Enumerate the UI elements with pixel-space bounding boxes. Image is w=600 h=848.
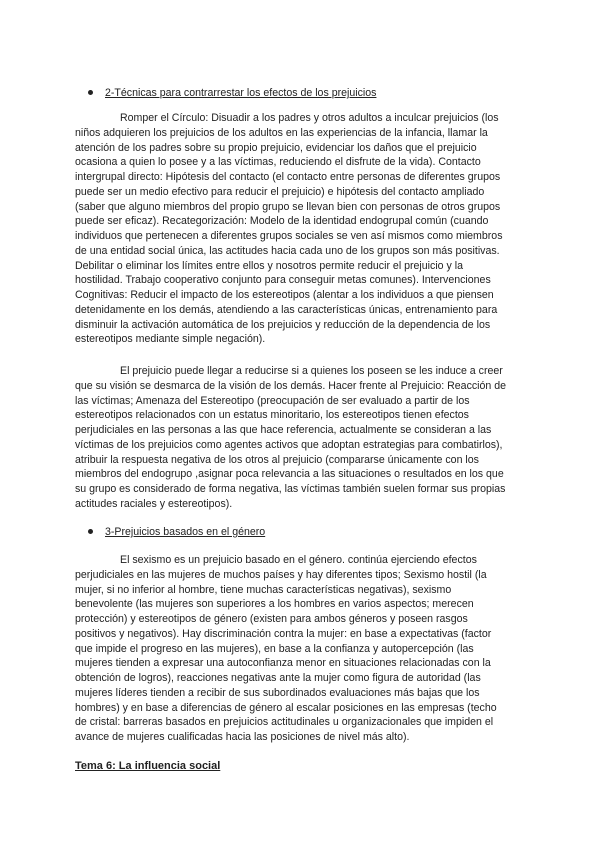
text-line: estereotipos mediante simple negación). xyxy=(75,333,266,346)
text-line: benevolente (las mujeres son superiores a los hombres en varios aspectos; merecen xyxy=(75,598,474,611)
text-line: su grupo es considerado de forma negativa, las víctimas también suelen formar sus propias xyxy=(75,483,506,495)
text-line: actitudes raciales y estereotipos). xyxy=(75,497,233,510)
bullet-icon xyxy=(88,529,93,534)
text-line: niños adquieren los prejuicios de los adultos en las experiencias de la infancia, llamar la xyxy=(75,126,488,139)
text-line: positivos y negativos). Hay discriminación contra la mujer: en base a expectativas (factor xyxy=(75,627,492,640)
text-line: intergrupal directo: Hipótesis del contacto (el contacto entre personas de diferentes grupos xyxy=(75,171,501,183)
text-line: detenidamente en los demás, atendiendo a las características únicas, entrenamiento para xyxy=(75,303,498,316)
section-3-heading-text: 3-Prejuicios basados en el género xyxy=(105,526,266,538)
text-line: El sexismo es un prejuicio basado en el género. continúa ejerciendo efectos xyxy=(120,554,477,566)
text-line: víctimas de los prejuicios como agentes activos que adoptan estrategias para combatirlos), xyxy=(75,438,503,451)
text-line: mujeres líderes tienden a recibir de sus subordinados evaluaciones más bajas que los xyxy=(75,686,480,699)
text-line: mujer, si no inferior al hombre, tiene muchas características negativas), sexismo xyxy=(75,583,452,596)
section-2-heading-text: 2-Técnicas para contrarrestar los efectos de los prejuicios xyxy=(105,87,377,99)
text-line: El prejuicio puede llegar a reducirse si a quienes los poseen se les induce a creer xyxy=(120,365,503,377)
text-line: perjudiciales en las personas a las que hace referencia, actualmente se consideran a las xyxy=(75,424,492,436)
text-line: puede ser eficaz). Recategorización: Modelo de la identidad endogrupal común (cuando xyxy=(75,215,489,228)
text-line: hostilidad. Trabajo cooperativo conjunto para conseguir metas comunes). Intervenciones xyxy=(75,274,491,287)
text-line: atribuir la respuesta negativa de los otros al prejuicio (compararse únicamente con los xyxy=(75,453,479,466)
text-line: Romper el Círculo: Disuadir a los padres y otros adultos a inculcar prejuicios (los xyxy=(120,112,499,124)
tema-6-title: Tema 6: La influencia social xyxy=(75,760,221,772)
text-line: mujeres tienden a expresar una autoconfianza menor en situaciones relacionadas con la xyxy=(75,657,491,670)
section-3-paragraph-1 xyxy=(75,553,527,745)
text-line: atención de los padres sobre su propio prejuicio, evidenciar los daños que el prejuicio xyxy=(75,141,477,154)
text-line: estereotipos relacionados con un estatus minoritario, los estereotipos tienen efectos xyxy=(75,409,469,422)
text-line: individuos que pertenecen a diferentes grupos sociales se ven así mismos como miembros xyxy=(75,230,503,242)
section-2-heading xyxy=(88,86,376,100)
text-line: ocasiona a quien lo posee y a las víctimas, reduciendo el disfrute de la vida). Contacto xyxy=(75,156,481,169)
text-line: las víctimas; Amenaza del Estereotipo (preocupación de ser evaluado a partir de los xyxy=(75,394,470,407)
text-line: hombres) y en base a diferencias de género al escalar posiciones en las empresas (techo xyxy=(75,701,497,714)
section-3-heading xyxy=(88,525,265,539)
section-2-paragraph-1 xyxy=(75,111,527,347)
bullet-icon xyxy=(88,90,93,95)
text-line: puede ser un medio efectivo para reducir el prejuicio) e hipótesis del contacto ampliado xyxy=(75,185,485,198)
text-line: (saber que alguno miembros del propio grupo se llevan bien con personas de otros grupos xyxy=(75,200,501,213)
text-line: Debilitar o eliminar los límites entre ellos y nosotros permite reducir el prejuicio y la xyxy=(75,259,464,272)
text-line: de cristal: barreras basados en prejuicios actitudinales u organizacionales que impiden el xyxy=(75,716,494,729)
text-line: Cognitivas: Reducir el impacto de los estereotipos (alentar a los individuos a que piensen xyxy=(75,289,494,301)
section-2-paragraph-2 xyxy=(75,364,527,512)
text-line: disminuir la activación automática de los prejuicios y reducción de la dependencia de los xyxy=(75,318,491,331)
text-line: de una entidad social única, las actitudes hacia cada uno de los grupos son más positivas. xyxy=(75,244,500,257)
text-line: miembros del endogrupo ,asignar poca relevancia a las situaciones o resultados en los que xyxy=(75,468,504,481)
text-line: que impide el progreso en las mujeres), en base a la confianza y autopercepción (las xyxy=(75,642,474,655)
text-line: avance de mujeres cualificadas hacia las posiciones de nivel más alto). xyxy=(75,731,410,743)
text-line: perjudiciales en las mujeres de muchos países y hay diferentes tipos; Sexismo hostil (la xyxy=(75,568,487,581)
text-line: que su visión se desmarca de la visión de los demás. Hacer frente al Prejuicio: Reacción de xyxy=(75,379,507,392)
text-line: protección) y estereotipos de género (existen para ambos géneros y poseen rasgos xyxy=(75,613,468,625)
text-line: obtención de logros), reacciones negativas ante la mujer como figura de autoridad (las xyxy=(75,672,481,684)
